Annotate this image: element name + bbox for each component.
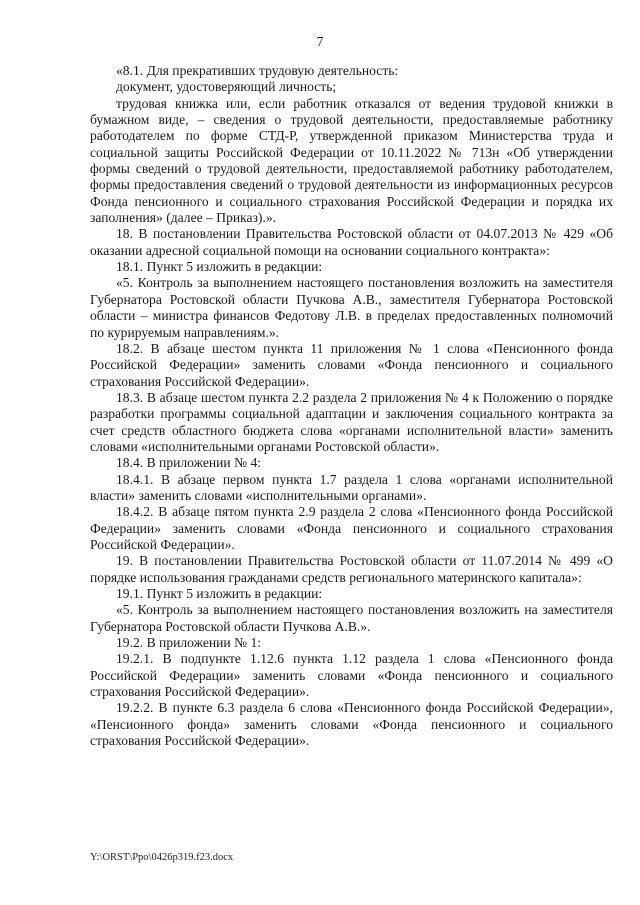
document-body [90, 63, 613, 749]
paragraph: 18.1. Пункт 5 изложить в редакции: [116, 259, 323, 275]
paragraph: 19.2.2. В пункте 6.3 раздела 6 слова «Пенсионного фонда Российской Федерации», «Пенсионного фонда» заменить словами «Фонда пенсионного и социального страхования Российской Федерации». [90, 700, 613, 749]
paragraph: «5. Контроль за выполнением настоящего постановления возложить на заместителя Губернатора Ростовской области Пучкова А.В.». [90, 602, 613, 634]
paragraph: 19.1. Пункт 5 изложить в редакции: [116, 586, 323, 601]
paragraph: 18.4. В приложении № 4: [116, 455, 262, 471]
paragraph: 18.3. В абзаце шестом пункта 2.2 раздела 2 приложения № 4 к Положению о порядке разработки программы социальной адаптации и заключения социального контракта за счет средств областного бюджета слова «органами исполнительной власти» заменить словами «исполнительными органами Ростовской области». [90, 389, 613, 454]
paragraph: «8.1. Для прекративших трудовую деятельность: [116, 63, 399, 78]
paragraph: «5. Контроль за выполнением настоящего постановления возложить на заместителя Губернатора Ростовской области Пучкова А.В., заместителя Губернатора Ростовской области – министра финансов Федотову Л.В. в пределах предоставленных полномочий по курируемым направлениям.». [90, 275, 613, 340]
paragraph: документ, удостоверяющий личность; [116, 79, 337, 95]
page-number: 7 [316, 34, 324, 49]
paragraph: 19. В постановлении Правительства Ростовской области от 11.07.2014 № 499 «О порядке использования гражданами средств регионального материнского капитала»: [90, 553, 613, 585]
paragraph: 18.4.2. В абзаце пятом пункта 2.9 раздела 2 слова «Пенсионного фонда Российской Федерации» заменить словами «Фонда пенсионного и социального страхования Российской Федерации». [90, 504, 613, 552]
paragraph: трудовая книжка или, если работник отказался от ведения трудовой книжки в бумажном виде, – сведения о трудовой деятельности, предоставляемые работнику работодателем по форме СТД-Р, утвержденной приказом Министерства труда и социальной защиты Российской Федерации от 10.11.2022 № 713н «Об утверждении формы сведений о трудовой деятельности, предоставляемой работнику работодателем, формы предоставления сведений о трудовой деятельности из информационных ресурсов Фонда пенсионного и социального страхования Российской Федерации и порядка их заполнения» (далее – Приказ).». [90, 95, 613, 226]
paragraph: 19.2.1. В подпункте 1.12.6 пункта 1.12 раздела 1 слова «Пенсионного фонда Российской Федерации» заменить словами «Фонда пенсионного и социального страхования Российской Федерации». [90, 651, 613, 700]
paragraph: 18. В постановлении Правительства Ростовской области от 04.07.2013 № 429 «Об оказании адресной социальной помощи на основании социального контракта»: [90, 226, 613, 258]
paragraph: 19.2. В приложении № 1: [116, 635, 262, 651]
paragraph: 18.2. В абзаце шестом пункта 11 приложения № 1 слова «Пенсионного фонда Российской Федерации» заменить словами «Фонда пенсионного и социального страхования Российской Федерации». [90, 340, 613, 389]
file-path-footer: Y:\ORST\Ppo\0426p319.f23.docx [90, 852, 234, 863]
paragraph: 18.4.1. В абзаце первом пункта 1.7 раздела 1 слова «органами исполнительной власти» заменить словами «исполнительными органами». [90, 471, 613, 503]
